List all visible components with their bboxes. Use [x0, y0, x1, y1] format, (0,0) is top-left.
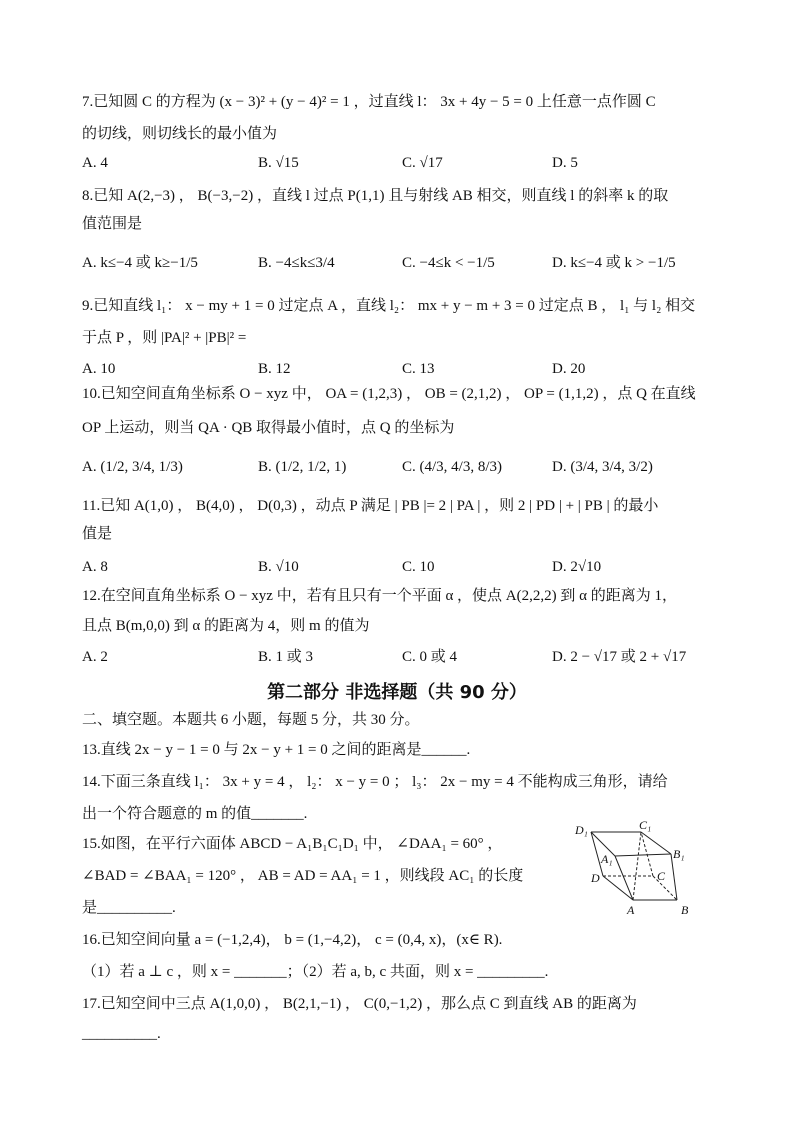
q8-stem-line1: 8.已知 A(2,−3) ， B(−3,−2) ，直线 l 过点 P(1,1) 且与射线 AB 相交，则直线 l 的斜率 k 的取 [82, 188, 669, 204]
q11-option-d[interactable]: D. 2√10 [552, 559, 602, 575]
q14-stem-line2: 出一个符合题意的 m 的值_______. [82, 806, 308, 822]
edge-b1a1 [615, 854, 671, 856]
part2-heading: 第二部分 非选择题（共 90 分） [267, 682, 527, 703]
q7-option-d[interactable]: D. 5 [552, 155, 578, 171]
label-d1: D₁ [575, 823, 588, 837]
q9-option-c[interactable]: C. 13 [402, 361, 435, 377]
q8-option-c[interactable]: C. −4≤k < −1/5 [402, 255, 495, 271]
q11-option-b[interactable]: B. √10 [258, 559, 299, 575]
section-intro: 二、填空题。本题共 6 小题，每题 5 分，共 30 分。 [82, 712, 420, 728]
q8-option-d[interactable]: D. k≤−4 或 k > −1/5 [552, 255, 676, 271]
q11-stem-line1: 11.已知 A(1,0) ， B(4,0) ， D(0,3) ，动点 P 满足 | PB |= 2 | PA | ，则 2 | PD | + | PB | 的最小 [82, 498, 659, 514]
q11-option-a[interactable]: A. 8 [82, 559, 108, 575]
q7-stem-line2: 的切线，则切线长的最小值为 [82, 126, 278, 142]
q17-stem-line2: __________. [82, 1026, 161, 1042]
q12-stem-line1: 12.在空间直角坐标系 O − xyz 中，若有且只有一个平面 α ，使点 A(2,2,2) 到 α 的距离为 1， [82, 588, 677, 604]
q10-stem-line2: OP 上运动，则当 QA · QB 取得最小值时，点 Q 的坐标为 [82, 420, 455, 436]
q15-stem-line1: 15.如图，在平行六面体 ABCD − A₁B₁C₁D₁ 中， ∠DAA₁ = 60° ， [82, 836, 503, 852]
q8-option-b[interactable]: B. −4≤k≤3/4 [258, 255, 335, 271]
q13-stem: 13.直线 2x − y − 1 = 0 与 2x − y + 1 = 0 之间的距离是______. [82, 742, 471, 758]
q8-option-a[interactable]: A. k≤−4 或 k≥−1/5 [82, 255, 198, 271]
q12-option-c[interactable]: C. 0 或 4 [402, 649, 458, 665]
q9-option-d[interactable]: D. 20 [552, 361, 586, 377]
q12-option-b[interactable]: B. 1 或 3 [258, 649, 314, 665]
q10-option-c[interactable]: C. (4/3, 4/3, 8/3) [402, 459, 502, 475]
label-b1: B₁ [673, 847, 685, 861]
q10-option-b[interactable]: B. (1/2, 1/2, 1) [258, 459, 347, 475]
q7-option-b[interactable]: B. √15 [258, 155, 299, 171]
q7-stem-line1: 7.已知圆 C 的方程为 (x − 3)² + (y − 4)² = 1 ，过直线 l： 3x + 4y − 5 = 0 上任意一点作圆 C [82, 94, 656, 110]
q10-stem-line1: 10.已知空间直角坐标系 O − xyz 中， OA = (1,2,3) ， OB = (2,1,2) ， OP = (1,1,2) ，点 Q 在直线 [82, 386, 696, 402]
q9-stem-line1: 9.已知直线 l₁： x − my + 1 = 0 过定点 A ，直线 l₂： mx + y − m + 3 = 0 过定点 B ， l₁ 与 l₂ 相交 [82, 298, 696, 314]
q10-option-a[interactable]: A. (1/2, 3/4, 1/3) [82, 459, 183, 475]
q10-option-d[interactable]: D. (3/4, 3/4, 3/2) [552, 459, 653, 475]
q11-options [82, 556, 772, 586]
label-a1: A₁ [601, 852, 613, 866]
q17-stem-line1: 17.已知空间中三点 A(1,0,0) ， B(2,1,−1) ， C(0,−1,2) ，那么点 C 到直线 AB 的距离为 [82, 996, 637, 1012]
label-c: C [657, 869, 666, 883]
q12-options [82, 646, 772, 676]
q11-stem-line2: 值是 [82, 526, 113, 542]
parallelepiped-figure [565, 820, 705, 920]
q12-option-d[interactable]: D. 2 − √17 或 2 + √17 [552, 649, 687, 665]
q14-stem-line1: 14.下面三条直线 l₁： 3x + y = 4 ， l₂： x − y = 0 ； l₃： 2x − my = 4 不能构成三角形，请给 [82, 774, 668, 790]
q16-stem-line2: （1）若 a ⊥ c ，则 x = _______；（2）若 a, b, c 共面，则 x = _________. [82, 964, 549, 980]
q7-option-a[interactable]: A. 4 [82, 155, 108, 171]
label-c1: C₁ [639, 820, 652, 832]
q15-stem-line3: 是__________. [82, 900, 176, 916]
q11-option-c[interactable]: C. 10 [402, 559, 435, 575]
q9-option-a[interactable]: A. 10 [82, 361, 116, 377]
diagonal-ac1 [633, 832, 641, 900]
q9-option-b[interactable]: B. 12 [258, 361, 291, 377]
q7-option-c[interactable]: C. √17 [402, 155, 443, 171]
q8-options [82, 252, 772, 282]
q7-options [82, 152, 772, 182]
edge-cc1-hidden [641, 832, 653, 876]
q12-option-a[interactable]: A. 2 [82, 649, 108, 665]
label-b: B [681, 903, 689, 917]
q9-stem-line2: 于点 P ，则 |PA|² + |PB|² = [82, 330, 247, 346]
label-d: D [591, 871, 600, 885]
q15-stem-line2: ∠BAD = ∠BAA₁ = 120° ， AB = AD = AA₁ = 1 ，则线段 AC₁ 的长度 [82, 868, 524, 884]
q8-stem-line2: 值范围是 [82, 216, 143, 232]
label-a: A [627, 903, 635, 917]
edge-c1b1 [641, 832, 671, 854]
q10-options [82, 456, 772, 486]
q12-stem-line2: 且点 B(m,0,0) 到 α 的距离为 4，则 m 的值为 [82, 618, 370, 634]
q16-stem-line1: 16.已知空间向量 a = (−1,2,4)， b = (1,−4,2)， c = (0,4, x)，(x∈ R). [82, 932, 503, 948]
